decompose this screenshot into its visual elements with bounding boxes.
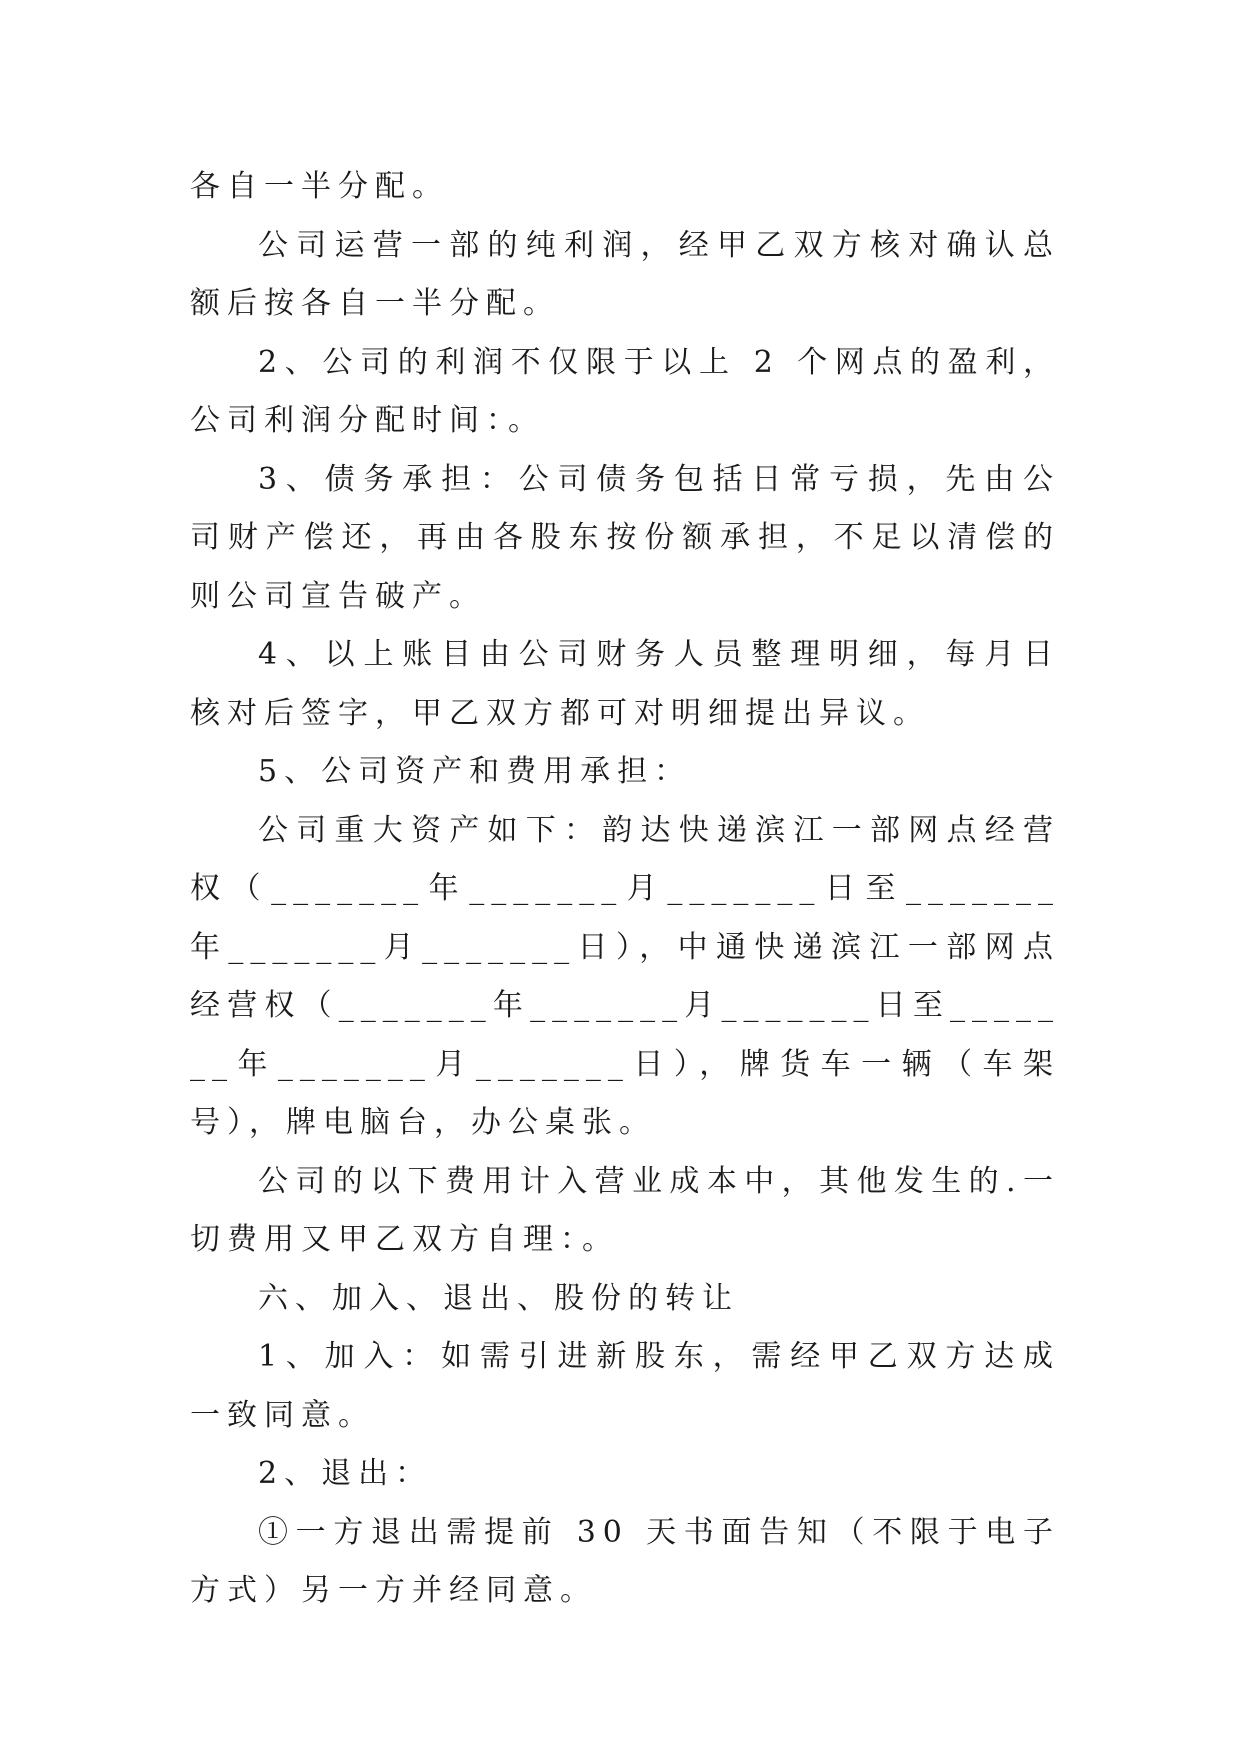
paragraph-6: 5、公司资产和费用承担： (258, 754, 692, 789)
paragraph-4: 3、债务承担：公司债务包括日常亏损，先由公司财产偿还，再由各股东按份额承担，不足以清偿的则公司宣告破产。 (190, 461, 1060, 614)
paragraph-7: 公司重大资产如下：韵达快递滨江一部网点经营权（_______年_______月_______日至_______年_______月_______日），中通快递滨江一部网点经营权（_______年_______月_______日至_______年_______月_______日），牌货车一辆（车架号），牌电脑台，办公桌张。 (190, 812, 1060, 1140)
paragraph-11: 2、退出： (258, 1456, 433, 1491)
paragraph-3: 2、公司的利润不仅限于以上 2 个网点的盈利，公司利润分配时间：。 (190, 344, 1060, 438)
paragraph-2: 公司运营一部的纯利润，经甲乙双方核对确认总额后按各自一半分配。 (190, 227, 1060, 321)
paragraph-5: 4、以上账目由公司财务人员整理明细，每月日核对后签字，甲乙双方都可对明细提出异议。 (190, 637, 1060, 731)
paragraph-8: 公司的以下费用计入营业成本中，其他发生的.一切费用又甲乙双方自理：。 (190, 1163, 1060, 1257)
paragraph-12: ①一方退出需提前 30 天书面告知（不限于电子方式）另一方并经同意。 (190, 1514, 1060, 1608)
section-heading-6: 六、加入、退出、股份的转让 (258, 1280, 739, 1316)
document-body (190, 158, 1060, 1621)
paragraph-1: 各自一半分配。 (190, 169, 449, 204)
paragraph-10: 1、加入：如需引进新股东，需经甲乙双方达成一致同意。 (190, 1339, 1060, 1433)
